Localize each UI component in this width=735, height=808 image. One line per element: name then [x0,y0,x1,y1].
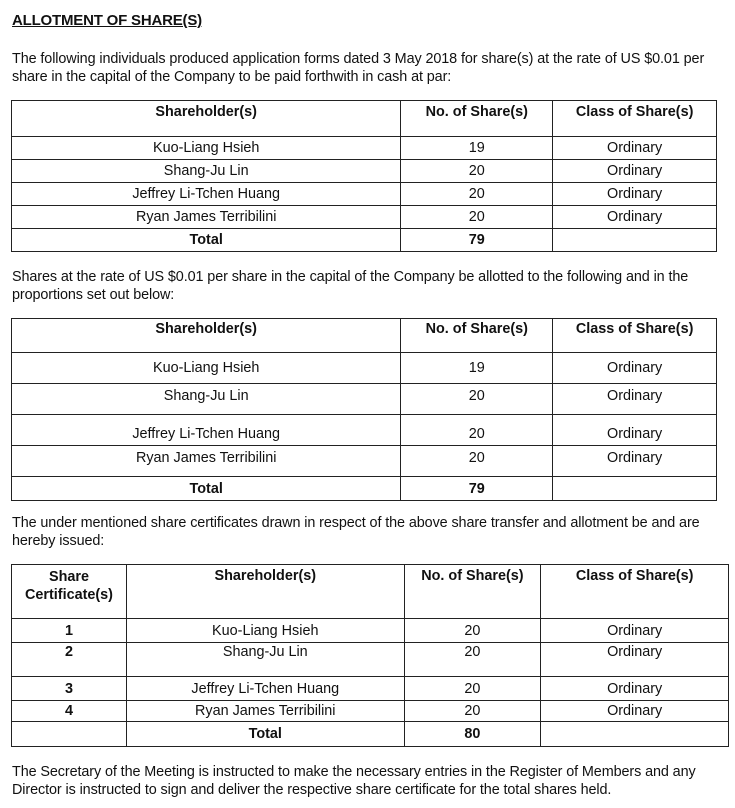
table-row [12,619,729,643]
shareholder-name: Kuo-Liang Hsieh [126,619,404,643]
shareholder-name: Jeffrey Li-Tchen Huang [12,183,401,206]
share-class: Ordinary [541,701,729,722]
table-row [12,183,717,206]
header-shareholder: Shareholder(s) [126,565,404,619]
total-row [12,722,729,747]
total-value: 80 [404,722,541,747]
share-class: Ordinary [553,415,717,446]
table-row [12,701,729,722]
total-value: 79 [401,477,553,501]
certificate-table [11,564,729,747]
share-count: 20 [401,415,553,446]
header-share-class: Class of Share(s) [541,565,729,619]
total-label: Total [12,477,401,501]
intro-paragraph: The following individuals produced application forms dated 3 May 2018 for share(s) at the rate of US $0.01 per share in the capital of the Company to be paid forthwith in cash at par: [12,51,705,85]
share-class: Ordinary [553,183,717,206]
shareholder-name: Jeffrey Li-Tchen Huang [126,677,404,701]
header-shareholder: Shareholder(s) [12,319,401,353]
certificate-number: 3 [12,677,127,701]
page-title: ALLOTMENT OF SHARE(S) [12,12,202,29]
shareholder-name: Shang-Ju Lin [12,160,401,183]
certificate-number: 1 [12,619,127,643]
closing-paragraph: The Secretary of the Meeting is instructed to make the necessary entries in the Register of Members and any Director is instructed to sign and deliver the respective share certificate for the total shares held. [12,764,696,798]
allotment-table [11,318,717,501]
shareholder-name: Jeffrey Li-Tchen Huang [12,415,401,446]
share-class: Ordinary [553,353,717,384]
certificate-paragraph: The under mentioned share certificates drawn in respect of the above share transfer and allotment be and are hereby issued: [12,515,700,549]
share-count: 20 [404,643,541,677]
header-share-count: No. of Share(s) [404,565,541,619]
certificate-number: 4 [12,701,127,722]
share-count: 20 [401,384,553,415]
share-class: Ordinary [553,384,717,415]
shareholder-name: Ryan James Terribilini [126,701,404,722]
share-count: 19 [401,137,553,160]
share-class: Ordinary [553,206,717,229]
shareholder-name: Ryan James Terribilini [12,206,401,229]
table-row [12,643,729,677]
share-class: Ordinary [541,677,729,701]
total-row [12,229,717,252]
allotment-paragraph: Shares at the rate of US $0.01 per share in the capital of the Company be allotted to the following and in the proportions set out below: [12,269,689,303]
table-row [12,677,729,701]
table-row [12,415,717,446]
share-class: Ordinary [553,160,717,183]
shareholder-name: Shang-Ju Lin [12,384,401,415]
total-value: 79 [401,229,553,252]
share-count: 20 [401,206,553,229]
total-row [12,477,717,501]
empty-cell [541,722,729,747]
share-class: Ordinary [541,643,729,677]
table-row [12,384,717,415]
shareholder-name: Shang-Ju Lin [126,643,404,677]
header-share-count: No. of Share(s) [401,101,553,137]
shareholder-name: Kuo-Liang Hsieh [12,353,401,384]
header-share-class: Class of Share(s) [553,319,717,353]
share-class: Ordinary [553,446,717,477]
table-row [12,137,717,160]
empty-cell [553,229,717,252]
shareholder-name: Ryan James Terribilini [12,446,401,477]
total-label: Total [12,229,401,252]
share-count: 20 [404,619,541,643]
table-row [12,353,717,384]
share-count: 20 [401,446,553,477]
header-certificate: Share Certificate(s) [12,565,127,619]
share-count: 19 [401,353,553,384]
table-row [12,206,717,229]
table-row [12,446,717,477]
share-count: 20 [401,160,553,183]
share-count: 20 [401,183,553,206]
share-count: 20 [404,701,541,722]
certificate-number: 2 [12,643,127,677]
total-label: Total [126,722,404,747]
shareholder-name: Kuo-Liang Hsieh [12,137,401,160]
empty-cell [12,722,127,747]
header-share-class: Class of Share(s) [553,101,717,137]
header-shareholder: Shareholder(s) [12,101,401,137]
share-class: Ordinary [541,619,729,643]
share-count: 20 [404,677,541,701]
share-class: Ordinary [553,137,717,160]
empty-cell [553,477,717,501]
application-table [11,100,717,252]
header-share-count: No. of Share(s) [401,319,553,353]
table-row [12,160,717,183]
